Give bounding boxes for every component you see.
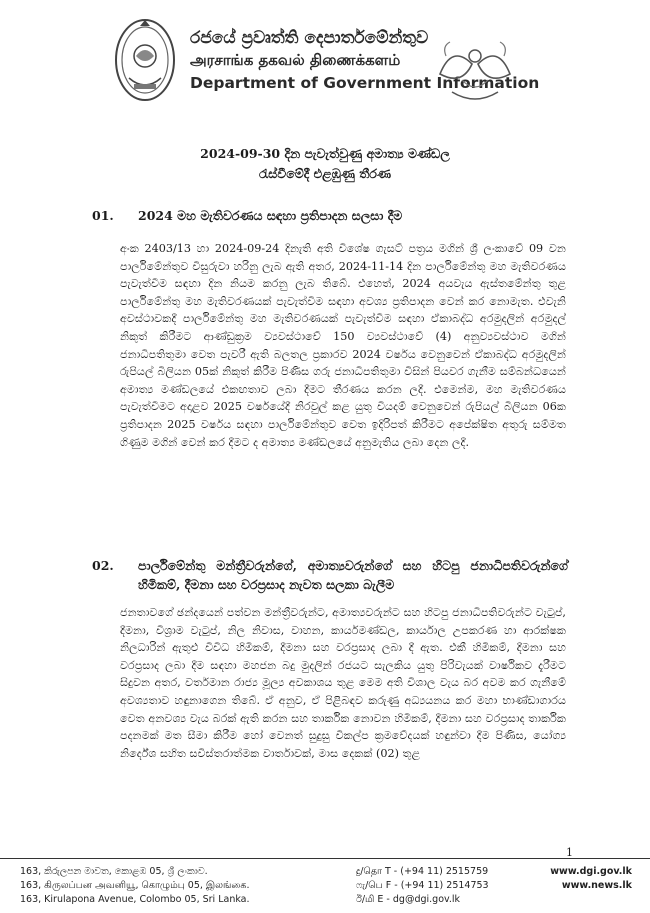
website-dgi[interactable]: www.dgi.gov.lk: [550, 866, 632, 877]
state-emblem-icon: [114, 18, 176, 104]
item-1-number: 01.: [92, 208, 114, 223]
dept-name-tamil: அரசாங்க தகவல் திணைக்களம்: [190, 51, 401, 69]
footer-websites: [550, 865, 632, 893]
address-english: 163, Kirulapona Avenue, Colombo 05, Sri Lanka.: [20, 894, 250, 905]
document-title-line-2: රැස්වීමේදී එළඹුණු තීරණ: [258, 166, 392, 181]
swan-motif-icon: [432, 34, 518, 108]
item-2-title: පාර්ලිමේන්තු මන්ත්‍රීවරුන්ගේ, අමාත්‍යවරුන්ගේ සහ හිටපු ජනාධිපතිවරුන්ගේ හිමිකම්, දීමනා සහ වරප්‍රසාද නැවත සලකා බැලීම: [138, 558, 568, 592]
item-2-number: 02.: [92, 558, 114, 573]
address-tamil: 163, கிருலப்பன அவனியூ, கொழும்பு 05, இலங்கை.: [20, 880, 250, 891]
department-name: [190, 28, 540, 92]
footer-contact: [356, 865, 489, 907]
letterhead: [0, 0, 650, 120]
address-sinhala: 163, කිරුලපන මාවත, කොළඹ 05, ශ්‍රී ලංකාව.: [20, 866, 208, 877]
fax: ෆැ/பெ F - (+94 11) 2514753: [356, 880, 489, 891]
telephone: දු/தொ T - (+94 11) 2515759: [356, 866, 489, 877]
email[interactable]: ඊ/மி E - dg@dgi.gov.lk: [356, 894, 461, 905]
website-news[interactable]: www.news.lk: [561, 880, 632, 891]
page-number: 1: [566, 846, 573, 859]
document-title-line-1: 2024-09-30 දින පැවැත්වුණු අමාත්‍ය මණ්ඩල: [200, 146, 450, 161]
item-1-title: 2024 මහ මැතිවරණය සඳහා ප්‍රතිපාදන සලසා දීම: [138, 208, 403, 223]
footer-address: [20, 865, 250, 907]
item-1-body: අංක 2403/13 හා 2024-09-24 දිනැති අති විශේෂ ගැසට් පත්‍රය මගින් ශ්‍රී ලංකාවේ 09 වන පාර්ලිමේන්තුව විසුරුවා හරිනු ලැබ ඇති අතර, 2024-11-14 දින පාර්ලිමේන්තු මහ මැතිවරණය පැවැත්වීම සඳහා දින නියම කරනු ලැබ තිබේ. එහෙත්, 2024 අයවැය ඇස්තමේන්තු තුළ පාර්ලිමේන්තු මහ මැතිවරණයක් පැවැත්වීම සඳහා අවශ්‍ය ප්‍රතිපාදන වෙන් කර නොමැත. එවැනි අවස්ථාවකදී පාර්ලිමේන්තු මහ මැතිවරණයක් පැවැත්වීම සඳහා ඒකාබද්ධ අරමුදලින් අරමුදල් නිකුත් කිරීමට ආණ්ඩුක්‍රම ව්‍යවස්ථාවේ 150 ව්‍යවස්ථාවේ (4) අනුව්‍යවස්ථාව මගින් ජනාධිපතිතුමා වෙත පැවරී ඇති බලතල ප්‍රකාරව 2024 වර්ෂය වෙනුවෙන් ඒකාබද්ධ අරමුදලින් රුපියල් බිලියන 05ක් නිකුත් කිරීම පිණිස ගරු ජනාධිපතිතුමා විසින් පියවර ගැනීම සම්බන්ධයෙන් අමාත්‍ය මණ්ඩලයේ එකඟතාව ලබා දීමට තීරණය කරන ලදී. එමෙන්ම, මහ මැතිවරණය පැවැත්වීමට අදාළව 2025 වර්ෂයේදී නිරවුල් කළ යුතු වියදම් වෙනුවෙන් රුපියල් බිලියන 06ක ප්‍රතිපාදන 2025 වර්ෂය සඳහා පාර්ලිමේන්තුව වෙත ඉදිරිපත් කිරීමට අපේක්ෂිත අතුරු සම්මත ගිණුම මගින් වෙන් කර දීමට ද අමාත්‍ය මණ්ඩලයේ අනුමැතිය ලබා දෙන ලදී.: [120, 242, 566, 449]
footer: [0, 858, 650, 913]
dept-name-english: Department of Government Information: [190, 74, 540, 92]
item-2-body: ජනතාවගේ ඡන්දයෙන් පත්වන මන්ත්‍රීවරුන්ට, අමාත්‍යවරුන්ට සහ හිටපු ජනාධිපතිවරුන්ට වැටුප්, දීමනා, විශ්‍රාම වැටුප්, නිල නිවාස, වාහන, කාර්යමණ්ඩල, කාර්යාල උපකරණ හා ආරක්ෂක නිලධාරින් ඇතුළු විවිධ හිමිකම්, දීමනා සහ වරප්‍රසාද ලබා දී ඇත. එකී හිමිකම්, දීමනා සහ වරප්‍රසාද ලබා දීම සඳහා මහජන බදු මුදලින් රජයට සැලකිය යුතු පිරිවැයක් වාර්ෂිකව දැරීමට සිදුවන අතර, වර්තමාන රාජ්‍ය මූල්‍ය අවකාශය තුළ මෙම අති විශාල වැය බර අවම කර ගැනීමේ අවශ්‍යතාව හඳුනාගෙන තිබේ. ඒ අනුව, ඒ පිළිබඳව කරුණු අධ්‍යයනය කර මහා භාණ්ඩාගාරය වෙත අනවශ්‍ය වැය බරක් ඇති කරන සහ තාර්කික නොවන හිමිකම්, දීමනා සහ වරප්‍රසාද තාර්කික පදනමක් මත සීමා කිරීම හෝ වෙනත් සුදුසු විකල්ප ක්‍රමවේදයක් හඳුන්වා දීම පිණිස, යෝග්‍ය නිර්දේශ සහිත සවිස්තරාත්මක වාර්තාවක්, මාස දෙකක් (02) තුළ: [120, 606, 566, 760]
dept-name-sinhala: රජයේ ප්‍රවෘත්ති දෙපාර්තමේන්තුව: [190, 28, 429, 48]
